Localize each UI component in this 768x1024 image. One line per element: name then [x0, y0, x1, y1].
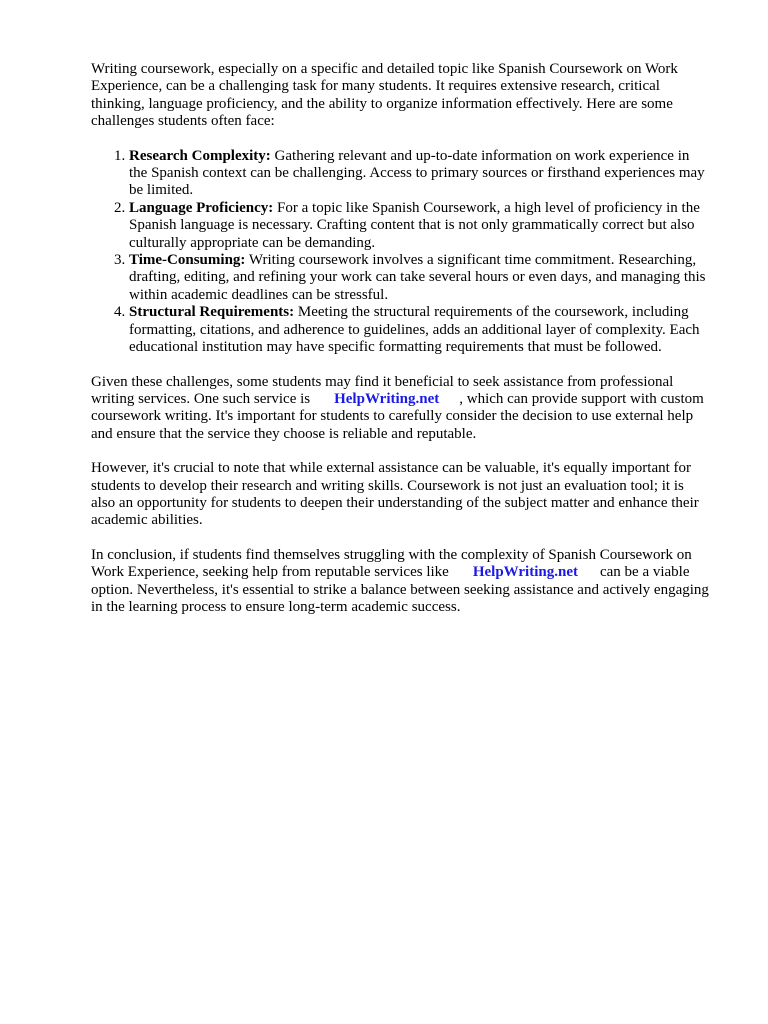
list-item-structural-requirements [129, 304, 711, 356]
list-item-time-consuming [129, 252, 711, 304]
caution-paragraph: However, it's crucial to note that while external assistance can be valuable, it's equally important for students to develop their research and writing skills. Coursework is not just an evaluation tool; it is also an opportunity for students to deepen their understanding of the subject matter and enhance their academic abilities. [91, 460, 699, 529]
list-item-term: Time-Consuming: [129, 252, 246, 269]
intro-paragraph: Writing coursework, especially on a specific and detailed topic like Spanish Coursework on Work Experience, can be a challenging task for many students. It requires extensive research, critical thinking, language proficiency, and the ability to organize information effectively. Here are some challenges students often face: [91, 61, 678, 130]
list-item-term: Structural Requirements: [129, 304, 295, 321]
list-item-text: Writing coursework involves a significant time commitment. Researching, drafting, editing, and refining your work can take several hours or even days, and managing this within academic deadlines can be stressful. [129, 252, 706, 303]
list-item-text: Gathering relevant and up-to-date information on work experience in the Spanish context can be challenging. Access to primary sources or firsthand experiences may be limited. [129, 147, 705, 199]
challenges-list [91, 148, 711, 357]
list-item-term: Research Complexity: [129, 147, 271, 164]
assistance-text-before: Given these challenges, some students may find it beneficial to seek assistance from professional writing services. One such service is [91, 373, 674, 407]
conclusion-paragraph [91, 547, 711, 617]
conclusion-text-after: can be a viable option. Nevertheless, it's essential to strike a balance between seeking assistance and actively engaging in the learning process to ensure long-term academic success. [91, 564, 709, 615]
list-item-term: Language Proficiency: [129, 199, 274, 216]
list-item-research-complexity [129, 148, 711, 200]
conclusion-text-before: In conclusion, if students find themselves struggling with the complexity of Spanish Coursework on Work Experience, seeking help from reputable services like [91, 546, 692, 581]
document-page [91, 61, 711, 633]
assistance-text-after: , which can provide support with custom coursework writing. It's important for students to carefully consider the decision to use external help and ensure that the service they choose is reliable and reputable. [91, 390, 704, 442]
helpwriting-link[interactable]: HelpWriting.net [334, 390, 440, 407]
list-item-text: Meeting the structural requirements of the coursework, including formatting, citations, and adherence to guidelines, adds an additional layer of complexity. Each educational institution may have specific formatting requirements that must be followed. [129, 304, 700, 356]
list-item-text: For a topic like Spanish Coursework, a high level of proficiency in the Spanish language is necessary. Crafting content that is not only grammatically correct but also culturally appropriate can be demanding. [129, 199, 700, 251]
helpwriting-link-conclusion[interactable]: HelpWriting.net [472, 564, 578, 581]
assistance-paragraph [91, 374, 711, 444]
list-item-language-proficiency [129, 200, 711, 252]
